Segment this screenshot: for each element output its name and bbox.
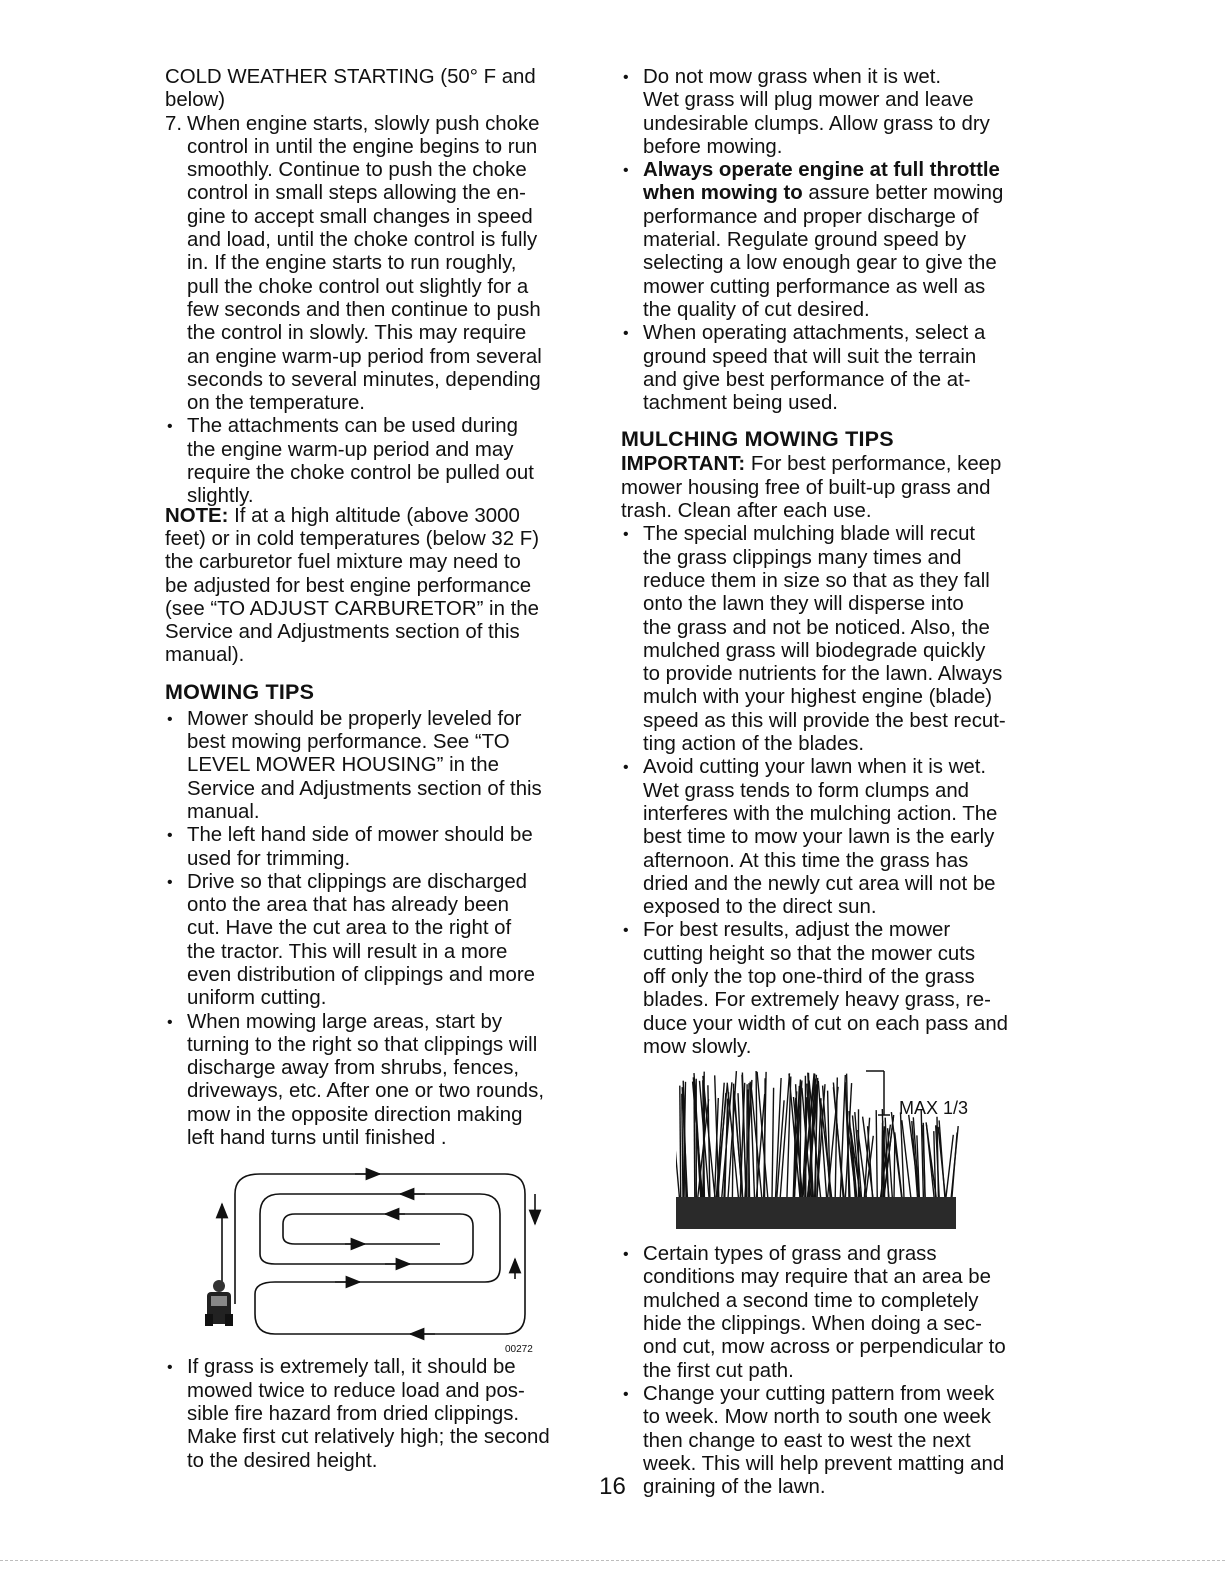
bullet-icon: • (623, 526, 629, 544)
text-line: cutting height so that the mower cuts (643, 942, 976, 965)
text-line: mower cutting performance as well as (643, 275, 986, 298)
text-line: Make first cut relatively high; the second (187, 1426, 550, 1449)
text-line: For best performance, keep (745, 453, 1002, 476)
text-line: interferes with the mulching action. The (643, 802, 998, 825)
text-line: mulched a second time to completely (643, 1289, 979, 1312)
page-number: 16 (599, 1473, 626, 1500)
list-item-text (187, 824, 595, 871)
text-line: be adjusted for best engine performance (165, 574, 532, 597)
text-line: For best results, adjust the mower (643, 919, 951, 942)
list-item (621, 66, 1061, 159)
text-line: feet) or in cold temperatures (below 32 F) (165, 527, 539, 550)
text-line: afternoon. At this time the grass has (643, 849, 969, 872)
text-line: mow in the opposite direction making (187, 1103, 523, 1126)
bullet-icon: • (623, 1246, 629, 1264)
text-line: few seconds and then continue to push (187, 298, 541, 321)
text-line: best time to mow your lawn is the early (643, 826, 995, 849)
bullet-icon: • (623, 69, 629, 86)
bullet-icon: • (167, 1359, 173, 1377)
mowing-tips-list (165, 708, 595, 1151)
list-item (621, 756, 1061, 919)
text-line: mulched grass will biodegrade quickly (643, 639, 986, 662)
list-item (165, 1011, 595, 1151)
text-line: dried and the newly cut area will not be (643, 872, 996, 895)
list-item-text (643, 523, 1061, 756)
grass-height-figure (621, 1065, 1061, 1235)
text-line: on the temperature. (187, 392, 365, 415)
text-line: onto the lawn they will disperse into (643, 593, 964, 616)
text-line: manual. (187, 800, 260, 823)
text-line: tachment being used. (643, 392, 838, 415)
text-line: the first cut path. (643, 1359, 794, 1382)
text-line: The special mulching blade will recut (643, 523, 976, 546)
note-paragraph (165, 505, 595, 668)
text-line: control in until the engine begins to run (187, 135, 538, 158)
list-item (621, 322, 1061, 415)
grass-illustration (676, 1067, 976, 1232)
text-line: gine to accept small changes in speed (187, 205, 533, 228)
text-line: and load, until the choke control is fully (187, 229, 538, 252)
text-line: onto the area that has already been (187, 894, 509, 917)
list-item-text (643, 919, 1061, 1059)
text-line: slightly. (187, 485, 254, 508)
text-line: off only the top one-third of the grass (643, 965, 975, 988)
text-line: to provide nutrients for the lawn. Always (643, 663, 1003, 686)
tall-grass-text (187, 1356, 595, 1472)
list-item (165, 871, 595, 1011)
list-item (621, 919, 1061, 1059)
text-line: uniform cutting. (187, 987, 327, 1010)
page-divider (0, 1560, 1225, 1561)
tractor-icon (205, 1280, 233, 1326)
text-line: the control in slowly. This may require (187, 322, 527, 345)
text-line: week. This will help prevent matting and (643, 1452, 1005, 1475)
text-line: best mowing performance. See “TO (187, 731, 510, 754)
text-line: Wet grass tends to form clumps and (643, 779, 970, 802)
left-column (165, 66, 595, 1473)
text-line: undesirable clumps. Allow grass to dry (643, 112, 990, 135)
text-line: mowed twice to reduce load and pos- (187, 1379, 525, 1402)
list-item-text (643, 1243, 1061, 1383)
mulching-tips-list (621, 523, 1061, 1059)
text-line: Always operate engine at full throttle (643, 159, 1000, 182)
note-label: NOTE: (165, 504, 229, 527)
text-line: When engine starts, slowly push choke (187, 112, 540, 135)
text-line: When mowing large areas, start by (187, 1010, 503, 1033)
text-line: If grass is extremely tall, it should be (187, 1356, 516, 1379)
text-line: the grass clippings many times and (643, 546, 962, 569)
text-line: Drive so that clippings are discharged (187, 870, 528, 893)
list-item (165, 415, 595, 508)
text-line: left hand turns until finished . (187, 1127, 447, 1150)
list-item (621, 523, 1061, 756)
text-line: and give best performance of the at- (643, 368, 971, 391)
text-line: Certain types of grass and grass (643, 1243, 937, 1266)
mowing-pattern-figure (165, 1164, 595, 1354)
text-line: before mowing. (643, 135, 783, 158)
step-7-text (187, 113, 595, 416)
text-line: manual). (165, 644, 245, 667)
text-line: the quality of cut desired. (643, 298, 870, 321)
text-line: mulch with your highest engine (blade) (643, 686, 993, 709)
text-line: control in small steps allowing the en- (187, 182, 526, 205)
final-tips-list (621, 1243, 1061, 1499)
note-text (165, 505, 539, 667)
list-item-text (187, 871, 595, 1011)
bullet-icon: • (167, 418, 173, 436)
important-paragraph (621, 453, 1061, 523)
text-line: conditions may require that an area be (643, 1266, 991, 1289)
text-line: When operating attachments, select a (643, 322, 986, 345)
text-line: mower housing free of built-up grass and (621, 476, 991, 499)
text-line: cut. Have the cut area to the right of (187, 917, 512, 940)
max-one-third-label: MAX 1/3 (899, 1098, 969, 1119)
bullet-icon: • (623, 325, 629, 343)
bullet-icon: • (167, 873, 173, 891)
list-item (621, 159, 1061, 322)
text-line: driveways, etc. After one or two rounds, (187, 1080, 545, 1103)
bullet-icon: • (623, 922, 629, 940)
mowing-tips-heading: MOWING TIPS (165, 679, 315, 704)
cold-weather-heading: COLD WEATHER STARTING (50° F and below) (165, 66, 536, 112)
text-line: LEVEL MOWER HOUSING” in the (187, 754, 499, 777)
text-line: Avoid cutting your lawn when it is wet. (643, 756, 987, 779)
mowing-pattern-diagram (205, 1164, 585, 1354)
text-line: Mower should be properly leveled for (187, 707, 522, 730)
text-line: material. Regulate ground speed by (643, 229, 967, 252)
text-line: trash. Clean after each use. (621, 500, 872, 523)
list-item-text (187, 708, 595, 824)
bullet-icon: • (623, 162, 629, 180)
text-line: in. If the engine starts to run roughly, (187, 252, 517, 275)
step-number: 7. (165, 112, 183, 135)
text-line: when mowing to (643, 182, 803, 205)
right-column (621, 66, 1061, 1499)
text-line: If at a high altitude (above 3000 (228, 504, 520, 527)
text-line: selecting a low enough gear to give the (643, 252, 997, 275)
throttle-text (643, 159, 1061, 322)
text-line: turning to the right so that clippings will (187, 1033, 538, 1056)
text-line: Do not mow grass when it is wet. (643, 66, 942, 88)
text-line: discharge away from shrubs, fences, (187, 1057, 520, 1080)
text-line: performance and proper discharge of (643, 205, 979, 228)
text-line: graining of the lawn. (643, 1476, 826, 1499)
bullet-icon: • (167, 1013, 173, 1031)
text-line: to week. Mow north to south one week (643, 1406, 991, 1429)
text-line: used for trimming. (187, 847, 351, 870)
bullet-icon: • (167, 827, 173, 845)
attachments-warmup-text (187, 415, 595, 508)
text-line: assure better mowing (802, 182, 1004, 205)
text-line: duce your width of cut on each pass and (643, 1012, 1009, 1035)
text-line: smoothly. Continue to push the choke (187, 159, 527, 182)
text-line: require the choke control be pulled out (187, 462, 534, 485)
text-line: the tractor. This will result in a more (187, 940, 508, 963)
mulching-tips-heading: MULCHING MOWING TIPS (621, 427, 894, 452)
text-line: then change to east to west the next (643, 1429, 971, 1452)
wet-grass-text (643, 66, 1061, 159)
text-line: hide the clippings. When doing a sec- (643, 1313, 982, 1336)
list-item (165, 708, 595, 824)
text-line: speed as this will provide the best recut- (643, 709, 1006, 732)
text-line: the grass and not be noticed. Also, the (643, 616, 990, 639)
list-item-text (187, 1011, 595, 1151)
list-item-text (643, 756, 1061, 919)
text-line: sible fire hazard from dried clippings. (187, 1402, 520, 1425)
text-line: the carburetor fuel mixture may need to (165, 551, 521, 574)
text-line: the engine warm-up period and may (187, 438, 514, 461)
text-line: mow slowly. (643, 1035, 752, 1058)
text-line: seconds to several minutes, depending (187, 368, 541, 391)
text-line: ond cut, mow across or perpendicular to (643, 1336, 1006, 1359)
text-line: blades. For extremely heavy grass, re- (643, 989, 991, 1012)
text-line: Wet grass will plug mower and leave (643, 89, 974, 112)
bullet-icon: • (623, 1385, 629, 1403)
text-line: ting action of the blades. (643, 733, 865, 756)
bullet-icon: • (167, 710, 173, 728)
text-line: The left hand side of mower should be (187, 824, 533, 847)
text-line: even distribution of clippings and more (187, 963, 535, 986)
list-item (165, 1356, 595, 1472)
step-7 (165, 113, 595, 416)
text-line: ground speed that will suit the terrain (643, 345, 977, 368)
figure-code: 00272 (505, 1344, 533, 1356)
text-line: exposed to the direct sun. (643, 896, 877, 919)
text-line: Change your cutting pattern from week (643, 1382, 995, 1405)
text-line: reduce them in size so that as they fall (643, 569, 990, 592)
operating-attachments-text (643, 322, 1061, 415)
bullet-icon: • (623, 759, 629, 777)
important-label: IMPORTANT: (621, 453, 746, 476)
text-line: an engine warm-up period from several (187, 345, 542, 368)
text-line: (see “TO ADJUST CARBURETOR” in the (165, 597, 539, 620)
list-item (621, 1243, 1061, 1383)
text-line: Service and Adjustments section of this (165, 621, 520, 644)
text-line: The attachments can be used during (187, 415, 518, 438)
list-item (165, 824, 595, 871)
text-line: to the desired height. (187, 1449, 378, 1472)
text-line: pull the choke control out slightly for a (187, 275, 529, 298)
text-line: Service and Adjustments section of this (187, 777, 542, 800)
